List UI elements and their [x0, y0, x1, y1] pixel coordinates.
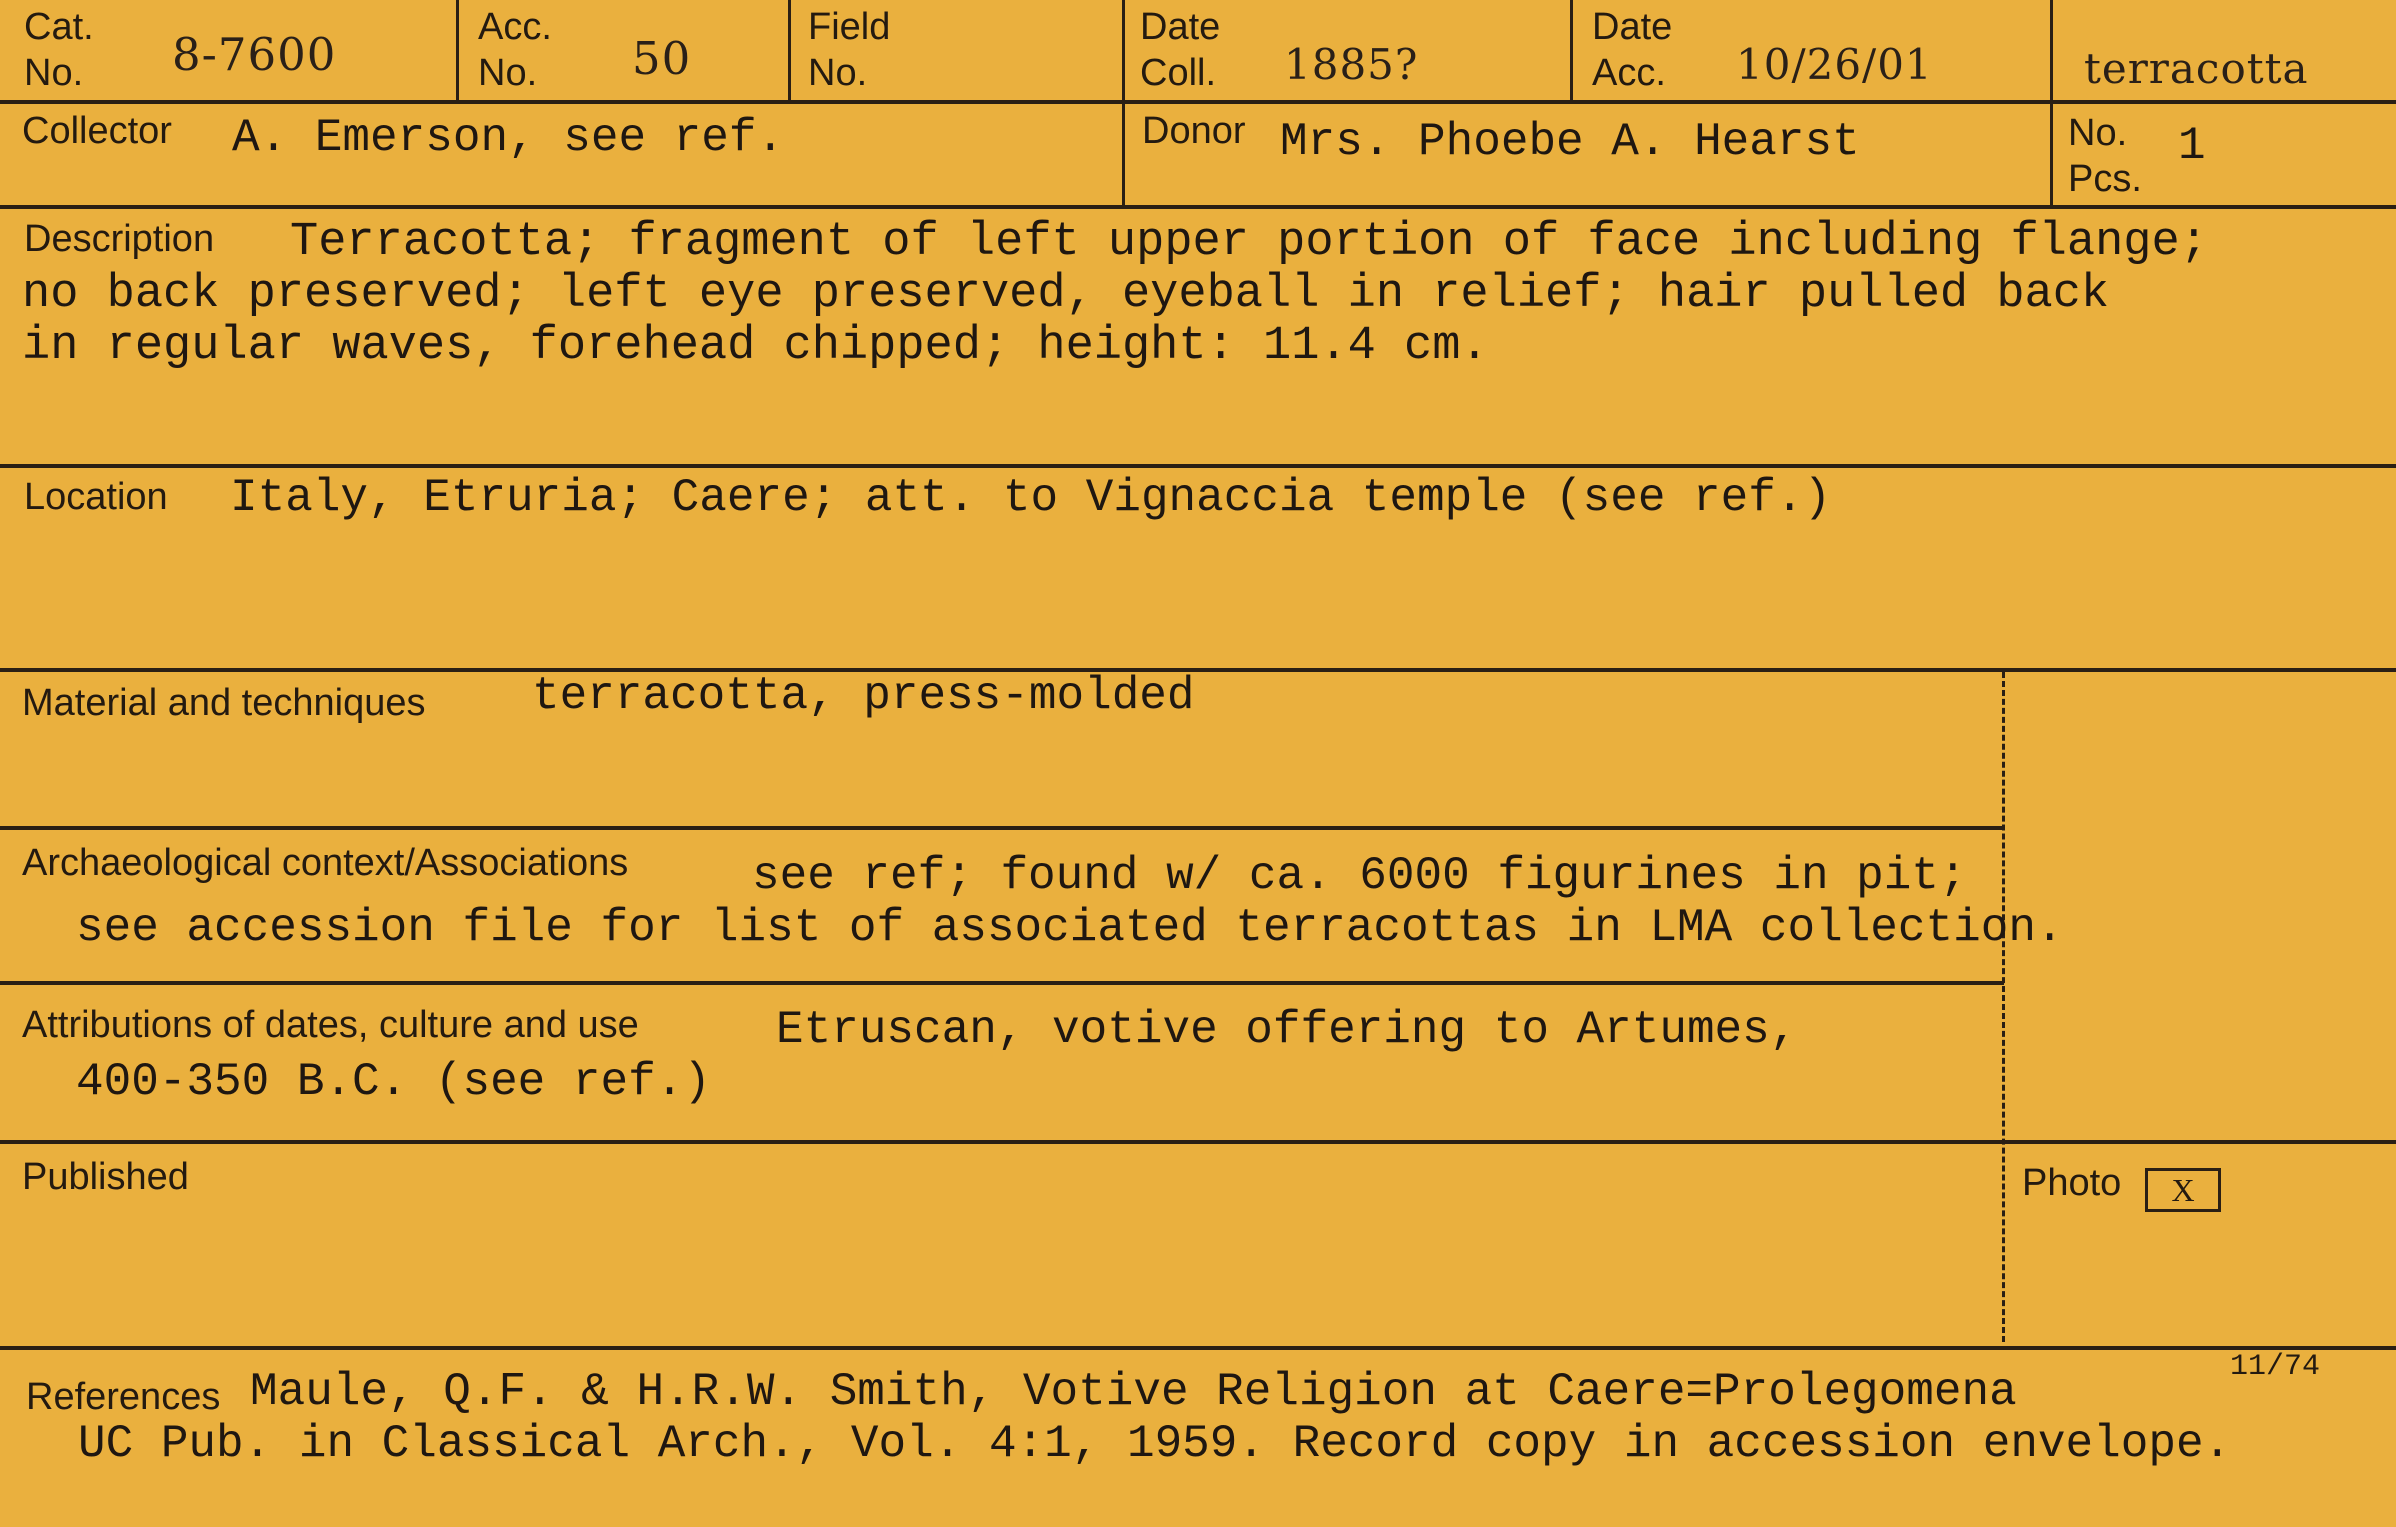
- cat-label-1: Cat.: [24, 6, 94, 48]
- collector-value: A. Emerson, see ref.: [232, 112, 785, 164]
- archaeological-line-1: see ref; found w/ ca. 6000 figurines in pit;: [752, 850, 1967, 902]
- field-label-2: No.: [808, 52, 868, 94]
- description-line-1: Terracotta; fragment of left upper portion of face including flange;: [290, 216, 2208, 269]
- rule-v-acc: [788, 0, 791, 102]
- archaeological-label: Archaeological context/Associations: [22, 842, 629, 884]
- acc-label-2: No.: [478, 52, 538, 94]
- attributions-label: Attributions of dates, culture and use: [22, 1004, 639, 1046]
- date-acc-label-1: Date: [1592, 6, 1673, 48]
- rule-attributions-bottom: [0, 1140, 2396, 1144]
- rule-row2-bottom: [0, 205, 2396, 209]
- cat-number: 8-7600: [172, 28, 337, 81]
- attributions-line-2: 400-350 B.C. (see ref.): [76, 1056, 711, 1108]
- references-date-stamp: 11/74: [2230, 1350, 2321, 1384]
- description-line-2: no back preserved; left eye preserved, eyeball in relief; hair pulled back: [22, 268, 2110, 321]
- material-value: terracotta, press-molded: [532, 670, 1195, 722]
- rule-v-datecoll: [1570, 0, 1573, 102]
- location-label: Location: [24, 476, 168, 518]
- photo-label: Photo: [2022, 1162, 2122, 1204]
- date-coll-label-2: Coll.: [1140, 52, 1217, 94]
- date-accessioned: 10/26/01: [1736, 40, 1933, 89]
- field-label-1: Field: [808, 6, 891, 48]
- references-label: References: [26, 1376, 221, 1418]
- photo-checkbox: X: [2145, 1168, 2221, 1212]
- location-value: Italy, Etruria; Caere; att. to Vignaccia temple (see ref.): [230, 472, 1832, 524]
- rule-published-bottom: [0, 1346, 2396, 1350]
- date-acc-label-2: Acc.: [1592, 52, 1666, 94]
- pcs-label-1: No.: [2068, 112, 2128, 154]
- cat-label-2: No.: [24, 52, 84, 94]
- description-line-3: in regular waves, forehead chipped; height: 11.4 cm.: [22, 320, 1489, 373]
- rule-header-bottom: [0, 100, 2396, 104]
- collector-label: Collector: [22, 110, 172, 152]
- material-label: Material and techniques: [22, 682, 426, 724]
- acc-number: 50: [632, 32, 692, 85]
- rule-location-bottom: [0, 668, 2396, 672]
- date-coll-label-1: Date: [1140, 6, 1221, 48]
- references-line-2: UC Pub. in Classical Arch., Vol. 4:1, 1959. Record copy in accession envelope.: [78, 1418, 2232, 1470]
- rule-material-bottom: [0, 826, 2004, 830]
- material-short: terracotta: [2084, 44, 2309, 93]
- pcs-label-2: Pcs.: [2068, 158, 2142, 200]
- rule-description-bottom: [0, 464, 2396, 468]
- pcs-value: 1: [2178, 120, 2206, 172]
- rule-v-field: [1122, 0, 1125, 207]
- published-label: Published: [22, 1156, 189, 1198]
- rule-v-cat: [456, 0, 459, 102]
- rule-v-dashed: [2002, 672, 2005, 1342]
- description-label: Description: [24, 218, 215, 260]
- donor-label: Donor: [1142, 110, 1246, 152]
- attributions-line-1: Etruscan, votive offering to Artumes,: [776, 1004, 1798, 1056]
- date-collected: 1885?: [1284, 40, 1419, 89]
- references-line-1: Maule, Q.F. & H.R.W. Smith, Votive Religion at Caere=Prolegomena: [250, 1366, 2017, 1418]
- acc-label-1: Acc.: [478, 6, 552, 48]
- rule-v-dateacc: [2050, 0, 2053, 207]
- archaeological-line-2: see accession file for list of associated terracottas in LMA collection.: [76, 902, 2064, 954]
- rule-archaeological-bottom: [0, 981, 2004, 985]
- donor-value: Mrs. Phoebe A. Hearst: [1280, 116, 1860, 168]
